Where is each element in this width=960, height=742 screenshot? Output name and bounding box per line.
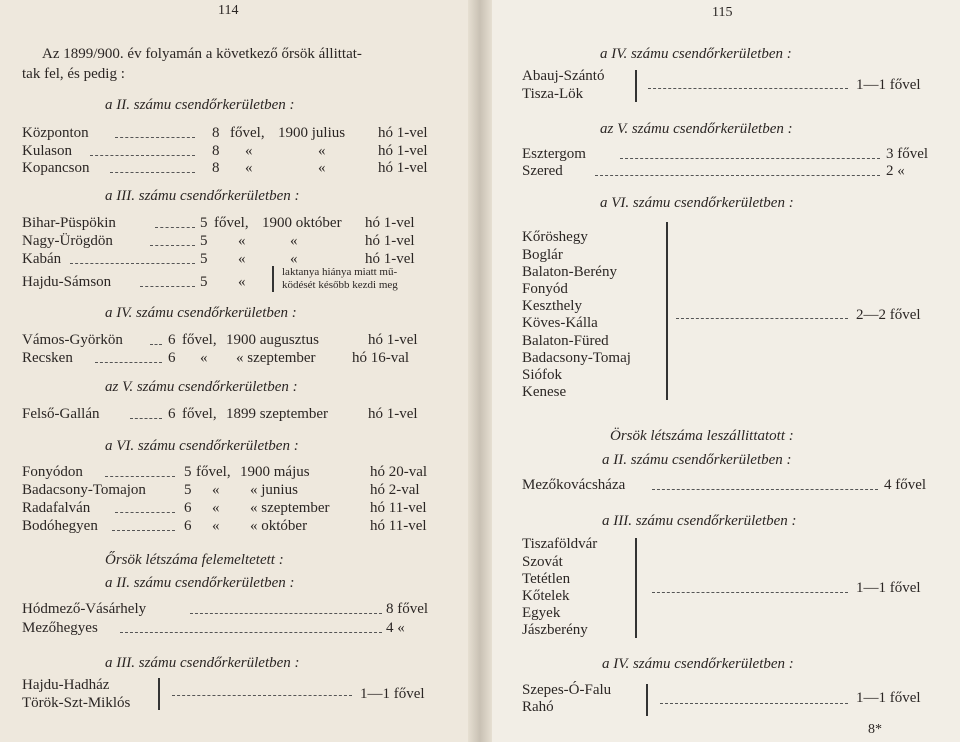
row-unit: « xyxy=(238,233,246,249)
row-value: 8 fővel xyxy=(386,601,429,617)
row-name: Bihar-Püspökin xyxy=(22,215,116,231)
row-name: Kopancson xyxy=(22,160,90,176)
group-item: Szovát xyxy=(522,554,563,570)
group-item: Balaton-Füred xyxy=(522,333,609,349)
leader-dots xyxy=(648,88,848,89)
group-brace xyxy=(646,684,653,716)
row-name: Esztergom xyxy=(522,146,586,162)
row-name: Bodóhegyen xyxy=(22,518,98,534)
row-date: « xyxy=(290,233,298,249)
row-day: hó 2-val xyxy=(370,482,420,498)
row-unit: « xyxy=(212,518,220,534)
row-date: 1900 május xyxy=(240,464,310,480)
row-value: 4 fővel xyxy=(884,477,927,493)
section-heading-iv: a IV. számu csendőrkerületben : xyxy=(600,46,792,62)
group-value: 2—2 fővel xyxy=(856,307,921,323)
row-day: hó 1-vel xyxy=(365,251,415,267)
row-day: hó 1-vel xyxy=(378,143,428,159)
row-name: Szered xyxy=(522,163,563,179)
row-count: 6 xyxy=(184,500,192,516)
row-date: « szeptember xyxy=(250,500,330,516)
leader-dots xyxy=(595,175,880,176)
row-note: ködését később kezdi meg xyxy=(282,279,398,291)
leader-dots xyxy=(190,613,382,614)
row-date: 1900 október xyxy=(262,215,342,231)
group-item: Siófok xyxy=(522,367,563,383)
leader-dots xyxy=(105,476,175,477)
group-item: Tisza-Lök xyxy=(522,86,584,102)
row-unit: fővel, xyxy=(182,406,217,422)
row-count: 8 xyxy=(212,125,220,141)
row-count: 5 xyxy=(200,274,208,290)
group-brace xyxy=(158,678,165,710)
row-day: hó 1-vel xyxy=(365,233,415,249)
group-item: Tiszaföldvár xyxy=(522,536,598,552)
group-value: 1—1 fővel xyxy=(360,686,425,702)
row-count: 8 xyxy=(212,160,220,176)
leader-dots xyxy=(115,137,195,138)
group-value: 1—1 fővel xyxy=(856,690,921,706)
leader-dots xyxy=(130,418,162,419)
group-item: Kenese xyxy=(522,384,567,400)
row-date: 1900 augusztus xyxy=(226,332,319,348)
row-date: 1900 julius xyxy=(278,125,346,141)
group-item: Kőröshegy xyxy=(522,229,588,245)
row-unit: « xyxy=(238,274,246,290)
row-day: hó 1-vel xyxy=(378,160,428,176)
group-value: 1—1 fővel xyxy=(856,77,921,93)
row-unit: « xyxy=(212,482,220,498)
section-heading-iii: a III. számu csendőrkerületben : xyxy=(105,188,300,204)
group-item: Keszthely xyxy=(522,298,582,314)
row-date: « xyxy=(318,143,326,159)
leader-dots xyxy=(115,512,175,513)
book-gutter xyxy=(468,0,492,742)
row-day: hó 16-val xyxy=(352,350,410,366)
group-item: Tetétlen xyxy=(522,571,571,587)
group-brace xyxy=(635,70,642,102)
row-count: 8 xyxy=(212,143,220,159)
row-name: Nagy-Ürögdön xyxy=(22,233,113,249)
group-brace xyxy=(666,222,668,400)
row-unit: « xyxy=(200,350,208,366)
row-name: Kulason xyxy=(22,143,72,159)
row-count: 5 xyxy=(200,233,208,249)
row-value: 3 fővel xyxy=(886,146,929,162)
group-item: Köves-Kálla xyxy=(522,315,598,331)
group-item: Egyek xyxy=(522,605,561,621)
section-heading-ii-b: a II. számu csendőrkerületben : xyxy=(105,575,295,591)
row-day: hó 20-val xyxy=(370,464,428,480)
row-name: Fonyódon xyxy=(22,464,83,480)
row-date: « xyxy=(290,251,298,267)
section-heading-vi: a VI. számu csendőrkerületben : xyxy=(105,438,299,454)
row-day: hó 1-vel xyxy=(378,125,428,141)
group-value: 1—1 fővel xyxy=(856,580,921,596)
leader-dots xyxy=(150,344,162,345)
heading-reduced: Örsök létszáma leszállittatott : xyxy=(610,428,794,444)
row-count: 6 xyxy=(168,350,176,366)
leader-dots xyxy=(120,632,382,633)
row-count: 6 xyxy=(168,406,176,422)
row-count: 5 xyxy=(184,464,192,480)
group-item: Badacsony-Tomaj xyxy=(522,350,631,366)
row-name: Mezőkovácsháza xyxy=(522,477,626,493)
row-count: 5 xyxy=(200,215,208,231)
row-name: Központon xyxy=(22,125,89,141)
row-unit: « xyxy=(245,160,253,176)
page-number-left: 114 xyxy=(218,3,239,18)
row-date: « szeptember xyxy=(236,350,316,366)
row-unit: fővel, xyxy=(214,215,249,231)
group-brace xyxy=(635,538,637,638)
row-value: 2 « xyxy=(886,163,905,179)
leader-dots xyxy=(676,318,848,319)
leader-dots xyxy=(70,263,195,264)
group-item: Török-Szt-Miklós xyxy=(22,695,131,711)
row-name: Recsken xyxy=(22,350,73,366)
row-day: hó 1-vel xyxy=(368,406,418,422)
row-unit: fővel, xyxy=(182,332,217,348)
group-item: Jászberény xyxy=(522,622,588,638)
section-heading-iii-b: a III. számu csendőrkerületben : xyxy=(105,655,300,671)
row-count: 5 xyxy=(184,482,192,498)
intro-line-2: tak fel, és pedig : xyxy=(22,66,125,82)
row-name: Vámos-Györkön xyxy=(22,332,123,348)
leader-dots xyxy=(155,227,195,228)
row-day: hó 11-vel xyxy=(370,518,427,534)
leader-dots xyxy=(95,362,162,363)
row-unit: fővel, xyxy=(196,464,231,480)
row-date: 1899 szeptember xyxy=(226,406,329,422)
group-item: Fonyód xyxy=(522,281,568,297)
row-name: Mezőhegyes xyxy=(22,620,98,636)
signature-mark: 8* xyxy=(868,722,882,737)
row-value: 4 « xyxy=(386,620,405,636)
row-name: Kabán xyxy=(22,251,62,267)
row-count: 6 xyxy=(168,332,176,348)
leader-dots xyxy=(652,489,878,490)
row-count: 5 xyxy=(200,251,208,267)
leader-dots xyxy=(652,592,848,593)
row-date: « október xyxy=(250,518,308,534)
group-item: Abauj-Szántó xyxy=(522,68,605,84)
leader-dots xyxy=(660,703,848,704)
section-heading-iv: a IV. számu csendőrkerületben : xyxy=(105,305,297,321)
row-name: Felső-Gallán xyxy=(22,406,100,422)
row-note: laktanya hiánya miatt mű- xyxy=(282,266,398,278)
page-number-right: 115 xyxy=(712,5,733,20)
intro-line-1: Az 1899/900. év folyamán a következő őrsök állittat- xyxy=(42,46,362,62)
row-name: Hajdu-Sámson xyxy=(22,274,112,290)
row-date: « junius xyxy=(250,482,298,498)
leader-dots xyxy=(172,695,352,696)
leader-dots xyxy=(620,158,880,159)
row-unit: « xyxy=(212,500,220,516)
section-heading-ii: a II. számu csendőrkerületben : xyxy=(105,97,295,113)
group-item: Rahó xyxy=(522,699,554,715)
group-item: Boglár xyxy=(522,247,563,263)
right-page xyxy=(480,0,960,742)
section-heading-iv-b: a IV. számu csendőrkerületben : xyxy=(602,656,794,672)
row-day: hó 1-vel xyxy=(368,332,418,348)
row-unit: fővel, xyxy=(230,125,265,141)
leader-dots xyxy=(112,530,175,531)
group-item: Hajdu-Hadház xyxy=(22,677,110,693)
leader-dots xyxy=(150,245,195,246)
section-heading-v: az V. számu csendőrkerületben : xyxy=(105,379,298,395)
leader-dots xyxy=(110,172,195,173)
row-name: Badacsony-Tomajon xyxy=(22,482,146,498)
leader-dots xyxy=(90,155,195,156)
row-day: hó 1-vel xyxy=(365,215,415,231)
row-name: Hódmező-Vásárhely xyxy=(22,601,147,617)
row-date: « xyxy=(318,160,326,176)
row-unit: « xyxy=(238,251,246,267)
section-heading-vi: a VI. számu csendőrkerületben : xyxy=(600,195,794,211)
group-item: Kőtelek xyxy=(522,588,570,604)
section-heading-iii: a III. számu csendőrkerületben : xyxy=(602,513,797,529)
section-heading-v: az V. számu csendőrkerületben : xyxy=(600,121,793,137)
leader-dots xyxy=(140,286,195,287)
group-item: Szepes-Ó-Falu xyxy=(522,682,612,698)
heading-raised: Őrsök létszáma felemeltetett : xyxy=(105,552,284,568)
row-unit: « xyxy=(245,143,253,159)
group-item: Balaton-Berény xyxy=(522,264,617,280)
row-count: 6 xyxy=(184,518,192,534)
note-brace xyxy=(272,266,279,292)
row-name: Radafalván xyxy=(22,500,91,516)
section-heading-ii: a II. számu csendőrkerületben : xyxy=(602,452,792,468)
row-day: hó 11-vel xyxy=(370,500,427,516)
